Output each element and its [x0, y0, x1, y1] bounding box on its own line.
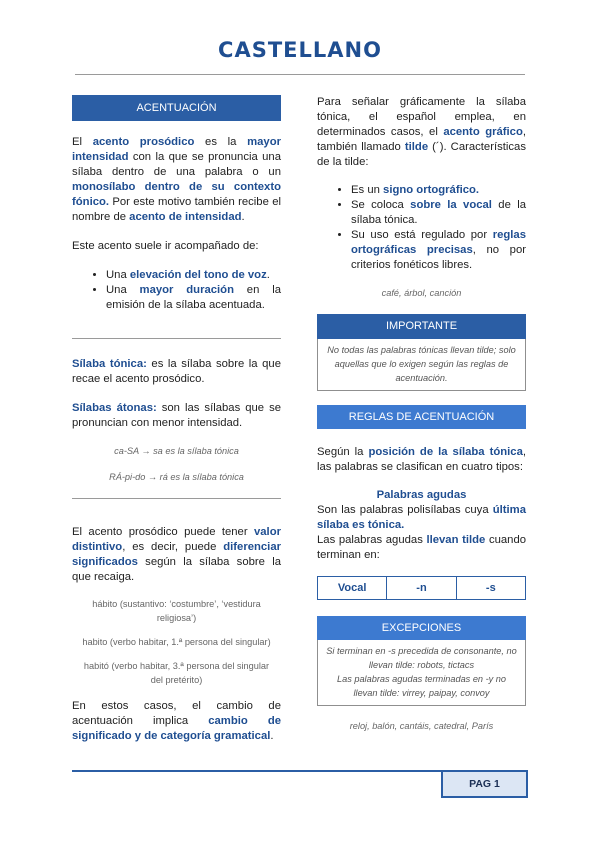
list-item: • Se coloca sobre la vocal de la sílaba tónica. [351, 198, 526, 228]
endings-table [317, 576, 526, 600]
example-reloj: reloj, balón, cantáis, catedral, París [349, 721, 494, 731]
list-acompanamiento [72, 268, 281, 313]
footer-rule [72, 770, 447, 772]
example-cafe: café, árbol, canción [381, 288, 462, 298]
list-item: • Una elevación del tono de voz. [106, 268, 281, 283]
example-habito-verbo: habito (verbo habitar, 1.ª persona del singular) [82, 637, 271, 647]
exceptions-body: Si terminan en -s precedida de consonante, no llevan tilde: robots, tictacs Las palabras agudas terminadas en -y no llevan tilde: virrey, paipay, convoy [317, 640, 526, 706]
exceptions-header: EXCEPCIONES [317, 616, 526, 640]
section-divider [72, 498, 281, 499]
paragraph-acompanado: Este acento suele ir acompañado de: [72, 240, 259, 252]
paragraph-agudas-definicion: Son las palabras polisílabas cuya última sílaba es tónica. [317, 504, 526, 531]
left-column [72, 95, 281, 744]
list-item: • Su uso está regulado por reglas ortográficas precisas, no por criterios fonéticos libres. [351, 228, 526, 273]
agudas-title: Palabras agudas [376, 489, 467, 501]
paragraph-valor-distintivo: El acento prosódico puede tener valor distintivo, es decir, puede diferenciar significados según la sílaba sobre la que recaiga. [72, 526, 281, 583]
example-rapido: RÁ-pi-do → rá es la sílaba tónica [109, 472, 244, 482]
ending-cell: -n [387, 577, 456, 599]
example-habito-sustantivo: hábito (sustantivo: ‘costumbre’, ‘vestidura religiosa’) [92, 599, 261, 623]
paragraph-acento-prosodico: El acento prosódico es la mayor intensidad con la que se pronuncia una sílaba dentro de una palabra o un monosílabo dentro de su contexto fónico. Por este motivo también recibe el nombre de acento de intensidad. [72, 136, 282, 223]
paragraph-silaba-tonica: Sílaba tónica: es la sílaba sobre la que recae el acento prosódico. [72, 358, 281, 385]
rules-header: REGLAS DE ACENTUACIÓN [317, 405, 526, 429]
paragraph-agudas-tilde: Las palabras agudas llevan tilde cuando terminan en: [317, 534, 527, 561]
list-caracteristicas-tilde [317, 183, 526, 273]
list-item: • Es un signo ortográfico. [351, 183, 526, 198]
important-box [317, 314, 526, 391]
paragraph-cambio-acentuacion: En estos casos, el cambio de acentuación implica cambio de significado y de categoría gramatical. [72, 700, 281, 742]
page-number: PAG 1 [441, 770, 528, 798]
section-divider [72, 338, 281, 339]
paragraph-posicion-tonica: Según la posición de la sílaba tónica, las palabras se clasifican en cuatro tipos: [317, 446, 526, 473]
right-column [317, 95, 526, 733]
page-title: CASTELLANO [218, 38, 382, 62]
example-casa: ca-SA → sa es la sílaba tónica [114, 446, 239, 456]
important-header: IMPORTANTE [317, 314, 526, 339]
paragraph-acento-grafico: Para señalar gráficamente la sílaba tónica, el español emplea, en determinados casos, el acento gráfico, también llamado tilde (´). Características de la tilde: [317, 96, 526, 168]
section-header-acentuacion: ACENTUACIÓN [72, 95, 281, 121]
exceptions-box [317, 616, 526, 706]
important-body: No todas las palabras tónicas llevan tilde; solo aquellas que lo exigen según las reglas de acentuación. [317, 339, 526, 391]
title-divider [75, 74, 525, 75]
example-habito-preterito: habitó (verbo habitar, 3.ª persona del singular del pretérito) [83, 661, 270, 685]
ending-cell: Vocal [318, 577, 387, 599]
ending-cell: -s [485, 582, 496, 594]
list-item: • Una mayor duración en la emisión de la sílaba acentuada. [106, 283, 281, 313]
paragraph-silabas-atonas: Sílabas átonas: son las sílabas que se pronuncian con menor intensidad. [72, 402, 282, 429]
